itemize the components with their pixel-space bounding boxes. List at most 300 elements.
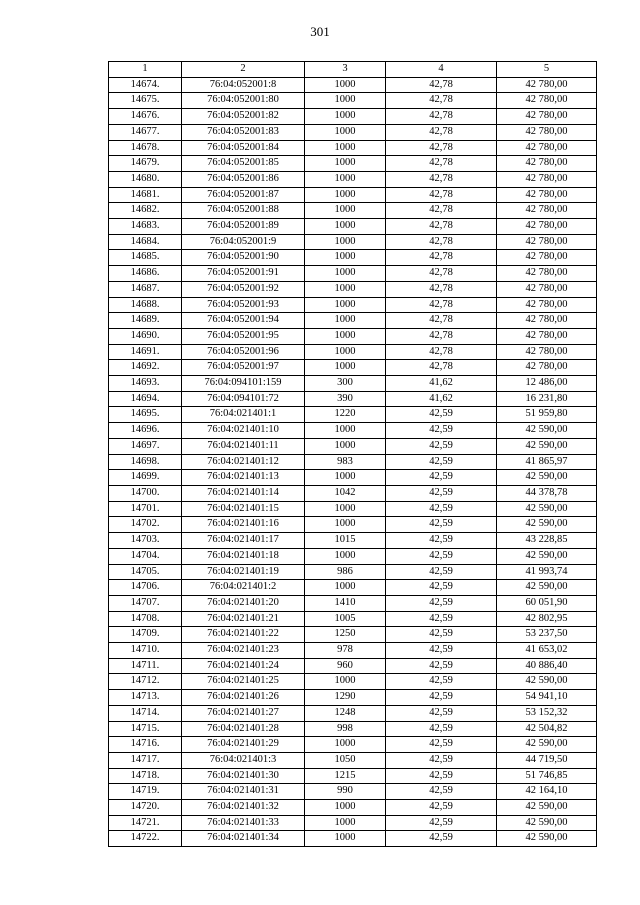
row-number-cell: 14674. (109, 77, 182, 93)
rate-cell: 42,59 (386, 407, 497, 423)
cadastral-number-cell: 76:04:052001:85 (182, 156, 305, 172)
rate-cell: 42,78 (386, 328, 497, 344)
cadastral-number-cell: 76:04:052001:86 (182, 171, 305, 187)
rate-cell: 42,59 (386, 737, 497, 753)
row-number-cell: 14712. (109, 674, 182, 690)
rate-cell: 42,59 (386, 580, 497, 596)
row-number-cell: 14709. (109, 627, 182, 643)
area-cell: 1042 (305, 485, 386, 501)
amount-cell: 42 590,00 (497, 580, 597, 596)
cadastral-number-cell: 76:04:052001:8 (182, 77, 305, 93)
cadastral-number-cell: 76:04:021401:1 (182, 407, 305, 423)
area-cell: 1000 (305, 156, 386, 172)
row-number-cell: 14690. (109, 328, 182, 344)
cadastral-number-cell: 76:04:021401:30 (182, 768, 305, 784)
amount-cell: 42 802,95 (497, 611, 597, 627)
rate-cell: 42,78 (386, 124, 497, 140)
table-row (109, 407, 597, 423)
area-cell: 1000 (305, 517, 386, 533)
cadastral-number-cell: 76:04:021401:11 (182, 438, 305, 454)
table-body (109, 77, 597, 846)
row-number-cell: 14704. (109, 548, 182, 564)
table-row (109, 705, 597, 721)
row-number-cell: 14718. (109, 768, 182, 784)
area-cell: 1000 (305, 328, 386, 344)
row-number-cell: 14701. (109, 501, 182, 517)
rate-cell: 42,59 (386, 768, 497, 784)
area-cell: 1250 (305, 627, 386, 643)
cadastral-number-cell: 76:04:052001:91 (182, 266, 305, 282)
area-cell: 1000 (305, 250, 386, 266)
rate-cell: 42,59 (386, 784, 497, 800)
table-row (109, 281, 597, 297)
amount-cell: 42 590,00 (497, 548, 597, 564)
table-row (109, 752, 597, 768)
row-number-cell: 14676. (109, 109, 182, 125)
amount-cell: 41 865,97 (497, 454, 597, 470)
row-number-cell: 14708. (109, 611, 182, 627)
amount-cell: 42 590,00 (497, 423, 597, 439)
rate-cell: 42,59 (386, 454, 497, 470)
table-row (109, 234, 597, 250)
cadastral-number-cell: 76:04:021401:20 (182, 595, 305, 611)
row-number-cell: 14677. (109, 124, 182, 140)
rate-cell: 42,59 (386, 423, 497, 439)
row-number-cell: 14722. (109, 831, 182, 847)
amount-cell: 42 780,00 (497, 281, 597, 297)
table-row (109, 674, 597, 690)
rate-cell: 42,59 (386, 533, 497, 549)
row-number-cell: 14698. (109, 454, 182, 470)
amount-cell: 40 886,40 (497, 658, 597, 674)
area-cell: 1005 (305, 611, 386, 627)
row-number-cell: 14706. (109, 580, 182, 596)
rate-cell: 42,59 (386, 690, 497, 706)
cadastral-number-cell: 76:04:021401:18 (182, 548, 305, 564)
row-number-cell: 14691. (109, 344, 182, 360)
amount-cell: 42 780,00 (497, 297, 597, 313)
cadastral-number-cell: 76:04:052001:84 (182, 140, 305, 156)
table-row (109, 784, 597, 800)
table-row (109, 548, 597, 564)
amount-cell: 42 780,00 (497, 93, 597, 109)
row-number-cell: 14702. (109, 517, 182, 533)
row-number-cell: 14720. (109, 800, 182, 816)
table-row (109, 611, 597, 627)
table-row (109, 266, 597, 282)
rate-cell: 42,59 (386, 627, 497, 643)
rate-cell: 42,78 (386, 313, 497, 329)
table-row (109, 219, 597, 235)
rate-cell: 42,78 (386, 93, 497, 109)
row-number-cell: 14695. (109, 407, 182, 423)
rate-cell: 42,78 (386, 297, 497, 313)
column-header: 5 (497, 62, 597, 78)
amount-cell: 16 231,80 (497, 391, 597, 407)
cadastral-number-cell: 76:04:021401:21 (182, 611, 305, 627)
area-cell: 1000 (305, 501, 386, 517)
area-cell: 1000 (305, 171, 386, 187)
row-number-cell: 14689. (109, 313, 182, 329)
amount-cell: 42 780,00 (497, 219, 597, 235)
area-cell: 1000 (305, 234, 386, 250)
table-row (109, 313, 597, 329)
table-row (109, 156, 597, 172)
table-row (109, 580, 597, 596)
table-row (109, 768, 597, 784)
cadastral-number-cell: 76:04:052001:82 (182, 109, 305, 125)
row-number-cell: 14700. (109, 485, 182, 501)
cadastral-number-cell: 76:04:021401:26 (182, 690, 305, 706)
amount-cell: 42 780,00 (497, 234, 597, 250)
area-cell: 1220 (305, 407, 386, 423)
row-number-cell: 14713. (109, 690, 182, 706)
area-cell: 1000 (305, 800, 386, 816)
amount-cell: 42 590,00 (497, 438, 597, 454)
area-cell: 1000 (305, 423, 386, 439)
row-number-cell: 14682. (109, 203, 182, 219)
rate-cell: 42,59 (386, 752, 497, 768)
amount-cell: 42 780,00 (497, 266, 597, 282)
row-number-cell: 14678. (109, 140, 182, 156)
amount-cell: 42 780,00 (497, 171, 597, 187)
row-number-cell: 14685. (109, 250, 182, 266)
amount-cell: 44 378,78 (497, 485, 597, 501)
amount-cell: 42 780,00 (497, 313, 597, 329)
amount-cell: 42 164,10 (497, 784, 597, 800)
amount-cell: 42 780,00 (497, 124, 597, 140)
amount-cell: 42 504,82 (497, 721, 597, 737)
amount-cell: 42 780,00 (497, 360, 597, 376)
rate-cell: 42,78 (386, 140, 497, 156)
amount-cell: 41 993,74 (497, 564, 597, 580)
area-cell: 983 (305, 454, 386, 470)
amount-cell: 51 746,85 (497, 768, 597, 784)
table-header (109, 62, 597, 78)
area-cell: 990 (305, 784, 386, 800)
rate-cell: 42,78 (386, 171, 497, 187)
area-cell: 998 (305, 721, 386, 737)
amount-cell: 42 590,00 (497, 517, 597, 533)
table-row (109, 643, 597, 659)
row-number-cell: 14687. (109, 281, 182, 297)
table-row (109, 485, 597, 501)
table-row (109, 533, 597, 549)
area-cell: 1000 (305, 297, 386, 313)
amount-cell: 42 780,00 (497, 77, 597, 93)
table-row (109, 501, 597, 517)
rate-cell: 42,78 (386, 156, 497, 172)
row-number-cell: 14711. (109, 658, 182, 674)
cadastral-number-cell: 76:04:052001:80 (182, 93, 305, 109)
amount-cell: 42 780,00 (497, 328, 597, 344)
row-number-cell: 14697. (109, 438, 182, 454)
area-cell: 1000 (305, 580, 386, 596)
area-cell: 1000 (305, 548, 386, 564)
row-number-cell: 14684. (109, 234, 182, 250)
table-row (109, 595, 597, 611)
area-cell: 1000 (305, 737, 386, 753)
rate-cell: 42,78 (386, 281, 497, 297)
row-number-cell: 14681. (109, 187, 182, 203)
row-number-cell: 14710. (109, 643, 182, 659)
table-row (109, 391, 597, 407)
area-cell: 1290 (305, 690, 386, 706)
amount-cell: 42 780,00 (497, 156, 597, 172)
table-row (109, 658, 597, 674)
rate-cell: 42,59 (386, 815, 497, 831)
row-number-cell: 14703. (109, 533, 182, 549)
area-cell: 1000 (305, 266, 386, 282)
table-row (109, 815, 597, 831)
amount-cell: 42 590,00 (497, 815, 597, 831)
cadastral-number-cell: 76:04:021401:19 (182, 564, 305, 580)
table-row (109, 250, 597, 266)
cadastral-number-cell: 76:04:021401:2 (182, 580, 305, 596)
area-cell: 1000 (305, 831, 386, 847)
amount-cell: 42 780,00 (497, 109, 597, 125)
row-number-cell: 14699. (109, 470, 182, 486)
rate-cell: 42,59 (386, 721, 497, 737)
rate-cell: 42,78 (386, 344, 497, 360)
table-row (109, 203, 597, 219)
amount-cell: 42 780,00 (497, 344, 597, 360)
column-header: 4 (386, 62, 497, 78)
row-number-cell: 14680. (109, 171, 182, 187)
rate-cell: 42,59 (386, 658, 497, 674)
cadastral-number-cell: 76:04:052001:9 (182, 234, 305, 250)
amount-cell: 53 237,50 (497, 627, 597, 643)
amount-cell: 42 780,00 (497, 140, 597, 156)
cadastral-number-cell: 76:04:021401:28 (182, 721, 305, 737)
cadastral-number-cell: 76:04:052001:83 (182, 124, 305, 140)
amount-cell: 42 590,00 (497, 800, 597, 816)
row-number-cell: 14683. (109, 219, 182, 235)
area-cell: 1000 (305, 77, 386, 93)
cadastral-number-cell: 76:04:021401:17 (182, 533, 305, 549)
table-row (109, 376, 597, 392)
column-header: 1 (109, 62, 182, 78)
table-row (109, 171, 597, 187)
rate-cell: 42,59 (386, 485, 497, 501)
area-cell: 1000 (305, 203, 386, 219)
row-number-cell: 14692. (109, 360, 182, 376)
amount-cell: 12 486,00 (497, 376, 597, 392)
table-row (109, 564, 597, 580)
row-number-cell: 14693. (109, 376, 182, 392)
amount-cell: 42 780,00 (497, 187, 597, 203)
rate-cell: 42,59 (386, 831, 497, 847)
page-number: 301 (310, 24, 330, 39)
cadastral-number-cell: 76:04:021401:32 (182, 800, 305, 816)
cadastral-number-cell: 76:04:052001:90 (182, 250, 305, 266)
cadastral-number-cell: 76:04:021401:10 (182, 423, 305, 439)
row-number-cell: 14696. (109, 423, 182, 439)
cadastral-number-cell: 76:04:021401:34 (182, 831, 305, 847)
area-cell: 1000 (305, 815, 386, 831)
cadastral-number-cell: 76:04:052001:96 (182, 344, 305, 360)
rate-cell: 42,78 (386, 219, 497, 235)
row-number-cell: 14715. (109, 721, 182, 737)
cadastral-number-cell: 76:04:021401:14 (182, 485, 305, 501)
cadastral-number-cell: 76:04:021401:22 (182, 627, 305, 643)
row-number-cell: 14717. (109, 752, 182, 768)
row-number-cell: 14721. (109, 815, 182, 831)
area-cell: 1000 (305, 438, 386, 454)
amount-cell: 42 590,00 (497, 831, 597, 847)
amount-cell: 60 051,90 (497, 595, 597, 611)
rate-cell: 42,78 (386, 109, 497, 125)
cadastral-number-cell: 76:04:052001:92 (182, 281, 305, 297)
cadastral-number-cell: 76:04:021401:25 (182, 674, 305, 690)
cadastral-number-cell: 76:04:052001:95 (182, 328, 305, 344)
cadastral-number-cell: 76:04:052001:89 (182, 219, 305, 235)
rate-cell: 42,59 (386, 438, 497, 454)
rate-cell: 42,59 (386, 674, 497, 690)
area-cell: 1410 (305, 595, 386, 611)
table-row (109, 360, 597, 376)
row-number-cell: 14675. (109, 93, 182, 109)
rate-cell: 42,78 (386, 77, 497, 93)
area-cell: 960 (305, 658, 386, 674)
rate-cell: 42,78 (386, 187, 497, 203)
rate-cell: 41,62 (386, 376, 497, 392)
row-number-cell: 14679. (109, 156, 182, 172)
amount-cell: 51 959,80 (497, 407, 597, 423)
table-row (109, 454, 597, 470)
row-number-cell: 14707. (109, 595, 182, 611)
amount-cell: 43 228,85 (497, 533, 597, 549)
row-number-cell: 14688. (109, 297, 182, 313)
amount-cell: 42 590,00 (497, 470, 597, 486)
area-cell: 1000 (305, 281, 386, 297)
table-row (109, 470, 597, 486)
row-number-cell: 14694. (109, 391, 182, 407)
rate-cell: 42,59 (386, 564, 497, 580)
cadastral-number-cell: 76:04:094101:72 (182, 391, 305, 407)
area-cell: 1000 (305, 674, 386, 690)
rate-cell: 42,59 (386, 611, 497, 627)
rate-cell: 42,78 (386, 250, 497, 266)
area-cell: 1000 (305, 344, 386, 360)
rate-cell: 42,78 (386, 266, 497, 282)
rate-cell: 42,59 (386, 470, 497, 486)
table-row (109, 627, 597, 643)
cadastral-number-cell: 76:04:021401:15 (182, 501, 305, 517)
cadastral-number-cell: 76:04:021401:3 (182, 752, 305, 768)
area-cell: 1000 (305, 470, 386, 486)
cadastral-number-cell: 76:04:052001:97 (182, 360, 305, 376)
table-row (109, 831, 597, 847)
amount-cell: 44 719,50 (497, 752, 597, 768)
cadastral-number-cell: 76:04:052001:94 (182, 313, 305, 329)
table-row (109, 690, 597, 706)
header-row (109, 62, 597, 78)
area-cell: 1000 (305, 313, 386, 329)
rate-cell: 42,59 (386, 643, 497, 659)
amount-cell: 42 780,00 (497, 203, 597, 219)
row-number-cell: 14686. (109, 266, 182, 282)
column-header: 3 (305, 62, 386, 78)
area-cell: 1000 (305, 140, 386, 156)
area-cell: 1000 (305, 124, 386, 140)
rate-cell: 42,59 (386, 705, 497, 721)
row-number-cell: 14714. (109, 705, 182, 721)
table-row (109, 109, 597, 125)
row-number-cell: 14716. (109, 737, 182, 753)
area-cell: 986 (305, 564, 386, 580)
cadastral-number-cell: 76:04:021401:12 (182, 454, 305, 470)
row-number-cell: 14705. (109, 564, 182, 580)
table-row (109, 344, 597, 360)
rate-cell: 42,59 (386, 800, 497, 816)
table-row (109, 93, 597, 109)
rate-cell: 42,59 (386, 517, 497, 533)
area-cell: 1000 (305, 360, 386, 376)
rate-cell: 42,59 (386, 501, 497, 517)
area-cell: 1000 (305, 109, 386, 125)
table-row (109, 423, 597, 439)
area-cell: 300 (305, 376, 386, 392)
cadastral-number-cell: 76:04:021401:16 (182, 517, 305, 533)
table-row (109, 800, 597, 816)
column-header: 2 (182, 62, 305, 78)
amount-cell: 42 590,00 (497, 737, 597, 753)
area-cell: 390 (305, 391, 386, 407)
cadastral-number-cell: 76:04:021401:13 (182, 470, 305, 486)
table-row (109, 438, 597, 454)
area-cell: 1215 (305, 768, 386, 784)
table-row (109, 328, 597, 344)
table-row (109, 77, 597, 93)
amount-cell: 42 590,00 (497, 501, 597, 517)
area-cell: 1000 (305, 93, 386, 109)
rate-cell: 41,62 (386, 391, 497, 407)
cadastral-number-cell: 76:04:052001:87 (182, 187, 305, 203)
row-number-cell: 14719. (109, 784, 182, 800)
area-cell: 1015 (305, 533, 386, 549)
amount-cell: 53 152,32 (497, 705, 597, 721)
area-cell: 1050 (305, 752, 386, 768)
table-row (109, 187, 597, 203)
cadastral-number-cell: 76:04:052001:93 (182, 297, 305, 313)
area-cell: 1000 (305, 187, 386, 203)
rate-cell: 42,78 (386, 203, 497, 219)
cadastral-number-cell: 76:04:021401:31 (182, 784, 305, 800)
table-row (109, 124, 597, 140)
area-cell: 1000 (305, 219, 386, 235)
table-row (109, 517, 597, 533)
table-row (109, 297, 597, 313)
cadastral-number-cell: 76:04:021401:24 (182, 658, 305, 674)
rate-cell: 42,78 (386, 360, 497, 376)
area-cell: 1248 (305, 705, 386, 721)
data-table (108, 61, 597, 847)
amount-cell: 54 941,10 (497, 690, 597, 706)
amount-cell: 42 780,00 (497, 250, 597, 266)
cadastral-number-cell: 76:04:052001:88 (182, 203, 305, 219)
amount-cell: 42 590,00 (497, 674, 597, 690)
rate-cell: 42,78 (386, 234, 497, 250)
table-row (109, 721, 597, 737)
cadastral-number-cell: 76:04:021401:33 (182, 815, 305, 831)
table-row (109, 737, 597, 753)
rate-cell: 42,59 (386, 548, 497, 564)
cadastral-number-cell: 76:04:021401:23 (182, 643, 305, 659)
cadastral-number-cell: 76:04:021401:29 (182, 737, 305, 753)
area-cell: 978 (305, 643, 386, 659)
rate-cell: 42,59 (386, 595, 497, 611)
